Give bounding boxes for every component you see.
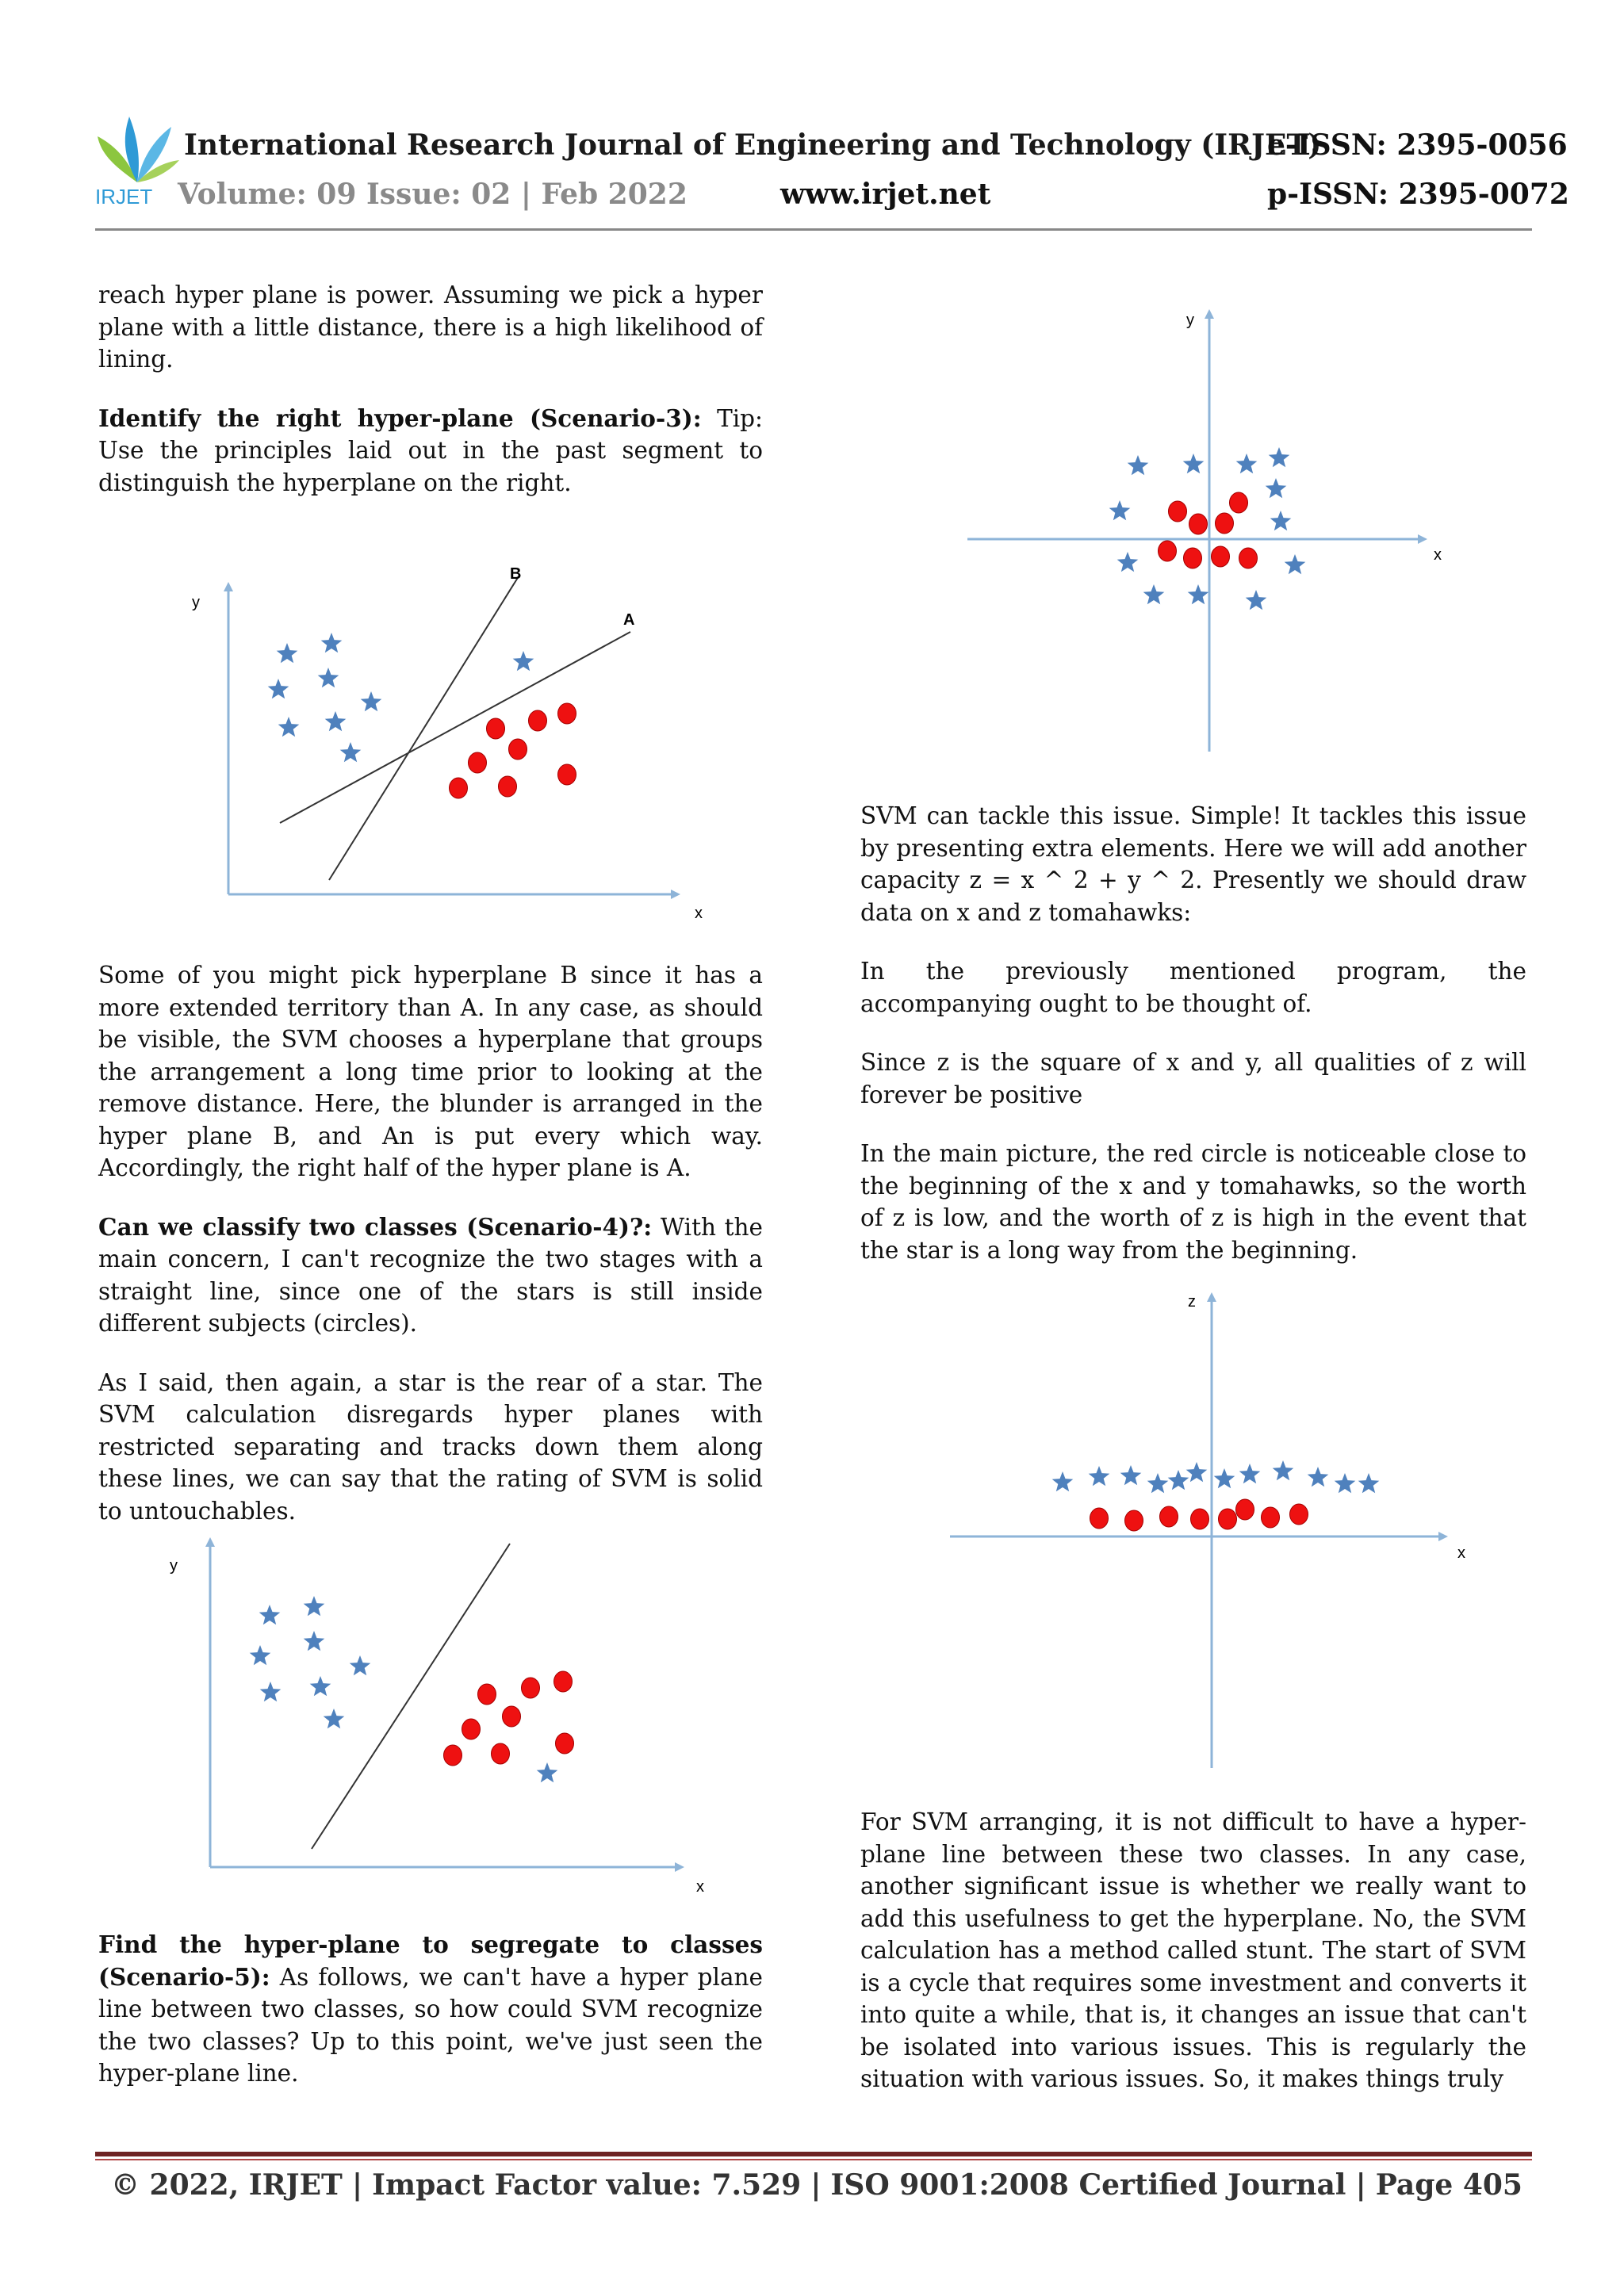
- circle-marker: [462, 1719, 481, 1739]
- circle-marker: [558, 764, 576, 785]
- x-axis-arrow: [671, 890, 680, 899]
- star-marker: [1183, 453, 1205, 473]
- circle-points: [444, 1671, 574, 1766]
- star-marker: [1089, 1466, 1110, 1486]
- p-issn: p-ISSN: 2395-0072: [1267, 178, 1569, 211]
- journal-title: International Research Journal of Engineering and Technology (IRJET): [184, 128, 1322, 162]
- footer-divider-thin: [95, 2159, 1532, 2160]
- circle-marker: [1216, 513, 1234, 534]
- circle-marker: [1212, 546, 1230, 567]
- paragraph: Since z is the square of x and y, all qualities of z will forever be positive: [860, 1049, 1526, 1108]
- scenario-3-heading: Identify the right hyper-plane (Scenario-3):: [98, 404, 702, 432]
- circle-marker: [554, 1671, 573, 1692]
- scenario-4-heading: Can we classify two classes (Scenario-4)?:: [98, 1212, 653, 1241]
- irjet-logo: [94, 113, 181, 208]
- paragraph: Some of you might pick hyperplane B since it has a more extended territory than A. In any case, as should be visible, the SVM chooses a hyperplane that groups the arrangement a long time prior to looking at the remove distance. Here, the blunder is arranged in the hyper plane B, and An is put every which way. Accordingly, the right half of the hyper plane is A.: [98, 962, 763, 1181]
- star-marker: [1239, 1464, 1261, 1483]
- star-marker: [1188, 584, 1209, 604]
- copyright: © 2022, IRJET: [111, 2168, 343, 2202]
- circle-marker: [1236, 1499, 1254, 1520]
- star-marker: [1358, 1473, 1380, 1493]
- circle-marker: [487, 718, 505, 739]
- star-marker: [304, 1631, 325, 1651]
- impact-factor: Impact Factor value: 7.529: [372, 2168, 802, 2202]
- circle-marker: [1219, 1509, 1237, 1529]
- page-number: Page 405: [1375, 2168, 1522, 2202]
- star-marker: [259, 1605, 281, 1624]
- star-marker: [1128, 455, 1149, 475]
- star-marker: [513, 651, 534, 671]
- y-axis-label: y: [170, 1557, 178, 1575]
- circle-marker: [509, 739, 527, 760]
- circle-marker: [1189, 514, 1208, 534]
- scenario-5-heading: Find the hyper-plane to segregate to classes (Scenario-5):: [98, 1931, 763, 1991]
- figure-xz-transformed: [936, 1284, 1491, 1776]
- star-marker: [1120, 1465, 1142, 1485]
- star-marker: [304, 1596, 325, 1616]
- right-text-block-1: [860, 800, 1526, 1293]
- star-marker: [1335, 1473, 1356, 1493]
- x-axis-label: x: [695, 905, 703, 922]
- figure-xy-circle-data: [952, 301, 1475, 761]
- y-axis-arrow: [1205, 309, 1214, 319]
- paragraph: In the main picture, the red circle is noticeable close to the beginning of the x and y tomahawks, so the worth of z is low, and the worth of z is high in the event that the star is a long way from the beginning.: [860, 1140, 1526, 1264]
- circle-marker: [1230, 492, 1248, 513]
- circle-marker: [499, 776, 517, 797]
- circle-marker: [1159, 541, 1177, 561]
- iso-certification: ISO 9001:2008 Certified Journal: [830, 2168, 1346, 2202]
- circle-marker: [469, 752, 487, 773]
- paragraph: In the previously mentioned program, the accompanying ought to be thought of.: [860, 958, 1526, 1017]
- circle-marker: [1262, 1507, 1280, 1528]
- circle-marker: [522, 1678, 540, 1698]
- circle-marker: [492, 1743, 510, 1764]
- scenario-4-paragraph: Can we classify two classes (Scenario-4)?: With the main concern, I can't recognize the two stages with a straight line, since one of the stars is still inside different subjects (circles).: [98, 1212, 763, 1337]
- x-axis-arrow: [1438, 1532, 1448, 1541]
- footer-separator: |: [810, 2168, 822, 2202]
- circle-marker: [1184, 548, 1202, 568]
- star-marker: [537, 1762, 558, 1782]
- star-marker: [1109, 500, 1131, 520]
- star-marker: [350, 1655, 371, 1675]
- figure-scenario-3: [159, 555, 714, 936]
- x-axis-label: x: [696, 1878, 704, 1896]
- star-points: [1109, 447, 1306, 610]
- circle-marker: [503, 1706, 521, 1727]
- circle-marker: [450, 778, 468, 798]
- star-marker: [318, 668, 339, 687]
- footer-divider: [95, 2152, 1532, 2156]
- header-divider: [95, 228, 1532, 231]
- volume-issue: Volume: 09 Issue: 02 | Feb 2022: [178, 178, 688, 211]
- line-a-label: A: [623, 611, 635, 629]
- star-marker: [1308, 1467, 1329, 1487]
- footer: [111, 2168, 1522, 2202]
- star-points: [268, 633, 534, 762]
- star-marker: [278, 717, 300, 737]
- z-axis-arrow: [1207, 1292, 1216, 1302]
- circle-marker: [1239, 548, 1258, 568]
- star-marker: [1273, 1460, 1294, 1480]
- star-marker: [1285, 554, 1306, 574]
- star-marker: [1270, 511, 1292, 530]
- star-marker: [268, 679, 289, 698]
- star-marker: [1266, 478, 1287, 498]
- website-link[interactable]: www.irjet.net: [780, 178, 991, 211]
- z-axis-label: z: [1188, 1293, 1196, 1311]
- x-axis-arrow: [675, 1862, 684, 1872]
- paragraph: For SVM arranging, it is not difficult to have a hyper-plane line between these two classes. In any case, another significant issue is whether we really want to add this usefulness to get the hyperplane. No, the SVM calculation has a method called stunt. The start of SVM is a cycle that requires some investment and converts it into quite a while, that is, it changes an issue that can't be isolated into various issues. This is regularly the situation with various issues. So, it makes things truly: [860, 1808, 1526, 2092]
- x-axis-label: x: [1457, 1544, 1465, 1562]
- paragraph: As I said, then again, a star is the rear of a star. The SVM calculation disregards hyper planes with restricted separating and tracks down them along these lines, we can say that the rating of SVM is solid to untouchables.: [98, 1368, 763, 1525]
- footer-separator: |: [351, 2168, 363, 2202]
- x-axis-label: x: [1434, 546, 1442, 564]
- x-axis-arrow: [1418, 534, 1427, 544]
- star-marker: [324, 1709, 345, 1728]
- y-axis-arrow: [205, 1537, 215, 1547]
- scenario-5-paragraph: Find the hyper-plane to segregate to classes (Scenario-5): As follows, we can't have a hyper plane line between two classes, so how could SVM recognize the two classes? Up to this point, we've just seen the hyper-plane line.: [98, 1931, 763, 2087]
- figure-scenario-4: [151, 1526, 722, 1899]
- y-axis-arrow: [224, 582, 233, 591]
- star-marker: [1168, 1470, 1189, 1490]
- logo-text: IRJET: [95, 185, 153, 208]
- star-marker: [340, 742, 362, 762]
- left-text-block-3: [98, 1929, 763, 2117]
- star-marker: [1214, 1468, 1235, 1488]
- circle-marker: [1191, 1509, 1209, 1529]
- circle-marker: [558, 703, 576, 724]
- star-marker: [1117, 552, 1139, 572]
- star-marker: [325, 711, 347, 731]
- circle-marker: [478, 1684, 496, 1705]
- star-marker: [1246, 590, 1267, 610]
- right-text-block-2: [860, 1806, 1526, 2122]
- circle-marker: [1290, 1504, 1308, 1525]
- star-marker: [260, 1682, 282, 1701]
- circle-points: [1090, 1499, 1308, 1531]
- circle-points: [1159, 492, 1258, 568]
- leaf-logo-icon: [94, 113, 181, 208]
- circle-marker: [1169, 501, 1187, 522]
- e-issn: e-ISSN: 2395-0056: [1267, 128, 1568, 162]
- circle-points: [450, 703, 576, 798]
- star-marker: [1143, 584, 1165, 604]
- star-marker: [1052, 1471, 1074, 1491]
- y-axis-label: y: [192, 594, 200, 611]
- star-marker: [250, 1645, 271, 1665]
- circle-marker: [529, 710, 547, 731]
- star-marker: [321, 633, 343, 652]
- star-marker: [1186, 1462, 1208, 1482]
- star-points: [250, 1596, 558, 1782]
- left-text-block-2: [98, 959, 763, 1554]
- circle-marker: [444, 1745, 462, 1766]
- circle-marker: [1090, 1508, 1109, 1529]
- circle-marker: [1160, 1506, 1178, 1527]
- star-marker: [310, 1676, 331, 1696]
- star-marker: [361, 691, 382, 711]
- y-axis-label: y: [1186, 312, 1194, 329]
- scenario-3-paragraph: Identify the right hyper-plane (Scenario-3): Tip: Use the principles laid out in the past segment to distinguish the hyperplane on the right.: [98, 404, 763, 496]
- footer-separator: |: [1355, 2168, 1366, 2202]
- left-text-block-1: [98, 279, 763, 526]
- star-marker: [1269, 447, 1290, 467]
- paragraph: reach hyper plane is power. Assuming we pick a hyper plane with a little distance, there is a high likelihood of lining.: [98, 281, 763, 373]
- circle-marker: [1125, 1510, 1143, 1531]
- star-points: [1052, 1460, 1380, 1493]
- line-b-label: B: [510, 565, 522, 583]
- paragraph: SVM can tackle this issue. Simple! It tackles this issue by presenting extra elements. Here we will add another capacity z = x ^ 2 + y ^ 2. Presently we should draw data on x and z tomahawks:: [860, 802, 1526, 926]
- star-marker: [1147, 1473, 1169, 1493]
- star-marker: [1236, 453, 1258, 473]
- star-marker: [277, 643, 298, 663]
- circle-marker: [556, 1733, 574, 1754]
